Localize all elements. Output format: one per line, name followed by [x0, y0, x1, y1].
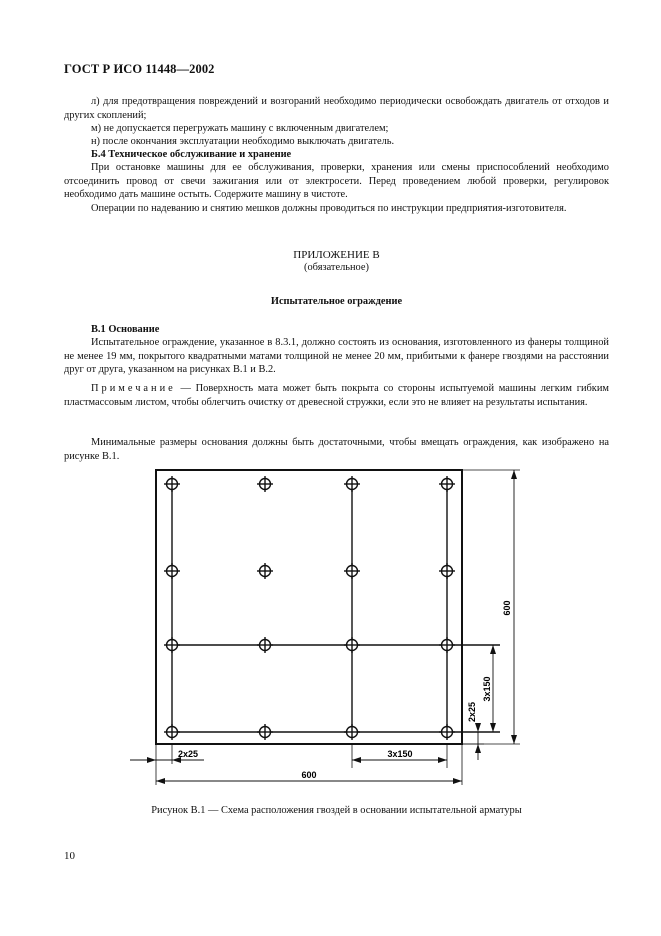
nail-marker	[164, 637, 180, 653]
paragraph-item-l: л) для предотвращения повреждений и возгораний необходимо периодически освобождать двигатель от отходов и других скоплений;	[64, 96, 609, 121]
nail-marker	[439, 563, 455, 579]
paragraph-b4-2: Операции по надеванию и снятию мешков должны проводиться по инструкции предприятия-изготовителя.	[91, 203, 567, 214]
nail-marker	[257, 563, 273, 579]
nail-marker	[257, 637, 273, 653]
paragraph-item-m: м) не допускается перегружать машину с включенным двигателем;	[91, 123, 389, 134]
nail-marker	[344, 476, 360, 492]
dim-label-width-total: 600	[301, 770, 317, 780]
nail-marker	[439, 637, 455, 653]
dim-label-height-3x150: 3x150	[482, 676, 492, 702]
nail-marker	[164, 724, 180, 740]
dim-label-width-2x25: 2x25	[177, 749, 199, 759]
nail-marker	[439, 724, 455, 740]
nail-marker	[439, 476, 455, 492]
nail-marker	[257, 724, 273, 740]
nail-marker	[344, 563, 360, 579]
dim-label-width-3x150: 3x150	[387, 749, 413, 759]
annex-subtitle: (обязательное)	[304, 262, 369, 273]
page-number: 10	[64, 850, 75, 862]
paragraph-b4-1: При остановке машины для ее обслуживания, проверки, хранения или смены приспособлений необходимо отсоединить провод от свечи зажигания или от электросети. Перед проведением любой проверки, регулировок необходимо дать машине остыть. Содержите машину в чистоте.	[64, 162, 609, 200]
paragraph-item-n: н) после окончания эксплуатации необходимо выключать двигатель.	[91, 136, 395, 147]
nail-marker	[164, 476, 180, 492]
note-label: Примечание	[91, 383, 176, 394]
section-b4-title: Б.4 Техническое обслуживание и хранение	[91, 149, 292, 160]
base-outline	[156, 470, 462, 744]
nail-marker	[344, 724, 360, 740]
annex-title: ПРИЛОЖЕНИЕ В	[293, 249, 380, 261]
paragraph-b1-1: Испытательное ограждение, указанное в 8.3.1, должно состоять из основания, изготовленного из фанеры толщиной не менее 19 мм, покрытого квадратными матами толщиной не менее 20 мм, прибитыми к фанере гвоздями на расстоянии друг от друга, указанном на рисунках В.1 и В.2.	[64, 337, 609, 375]
nail-marker	[164, 563, 180, 579]
dim-label-height-total: 600	[502, 600, 512, 616]
annex-name: Испытательное ограждение	[270, 296, 403, 307]
document-header: ГОСТ Р ИСО 11448—2002	[64, 62, 215, 76]
nail-marker	[257, 476, 273, 492]
section-b1-title: В.1 Основание	[91, 324, 160, 335]
figure-caption: Рисунок В.1 — Схема расположения гвоздей в основании испытательной арматуры	[151, 805, 522, 816]
paragraph-b1-2: Минимальные размеры основания должны быть достаточными, чтобы вмещать ограждения, как изображено на рисунке В.1.	[64, 437, 609, 462]
dim-label-height-2x25: 2x25	[467, 701, 477, 723]
nail-marker	[344, 637, 360, 653]
note-text: — Поверхность мата может быть покрыта со стороны испытуемой машины легким гибким пластмассовым листом, чтобы облегчить очистку от древесной стружки, если это не влияет на результаты испытания.	[64, 383, 609, 408]
